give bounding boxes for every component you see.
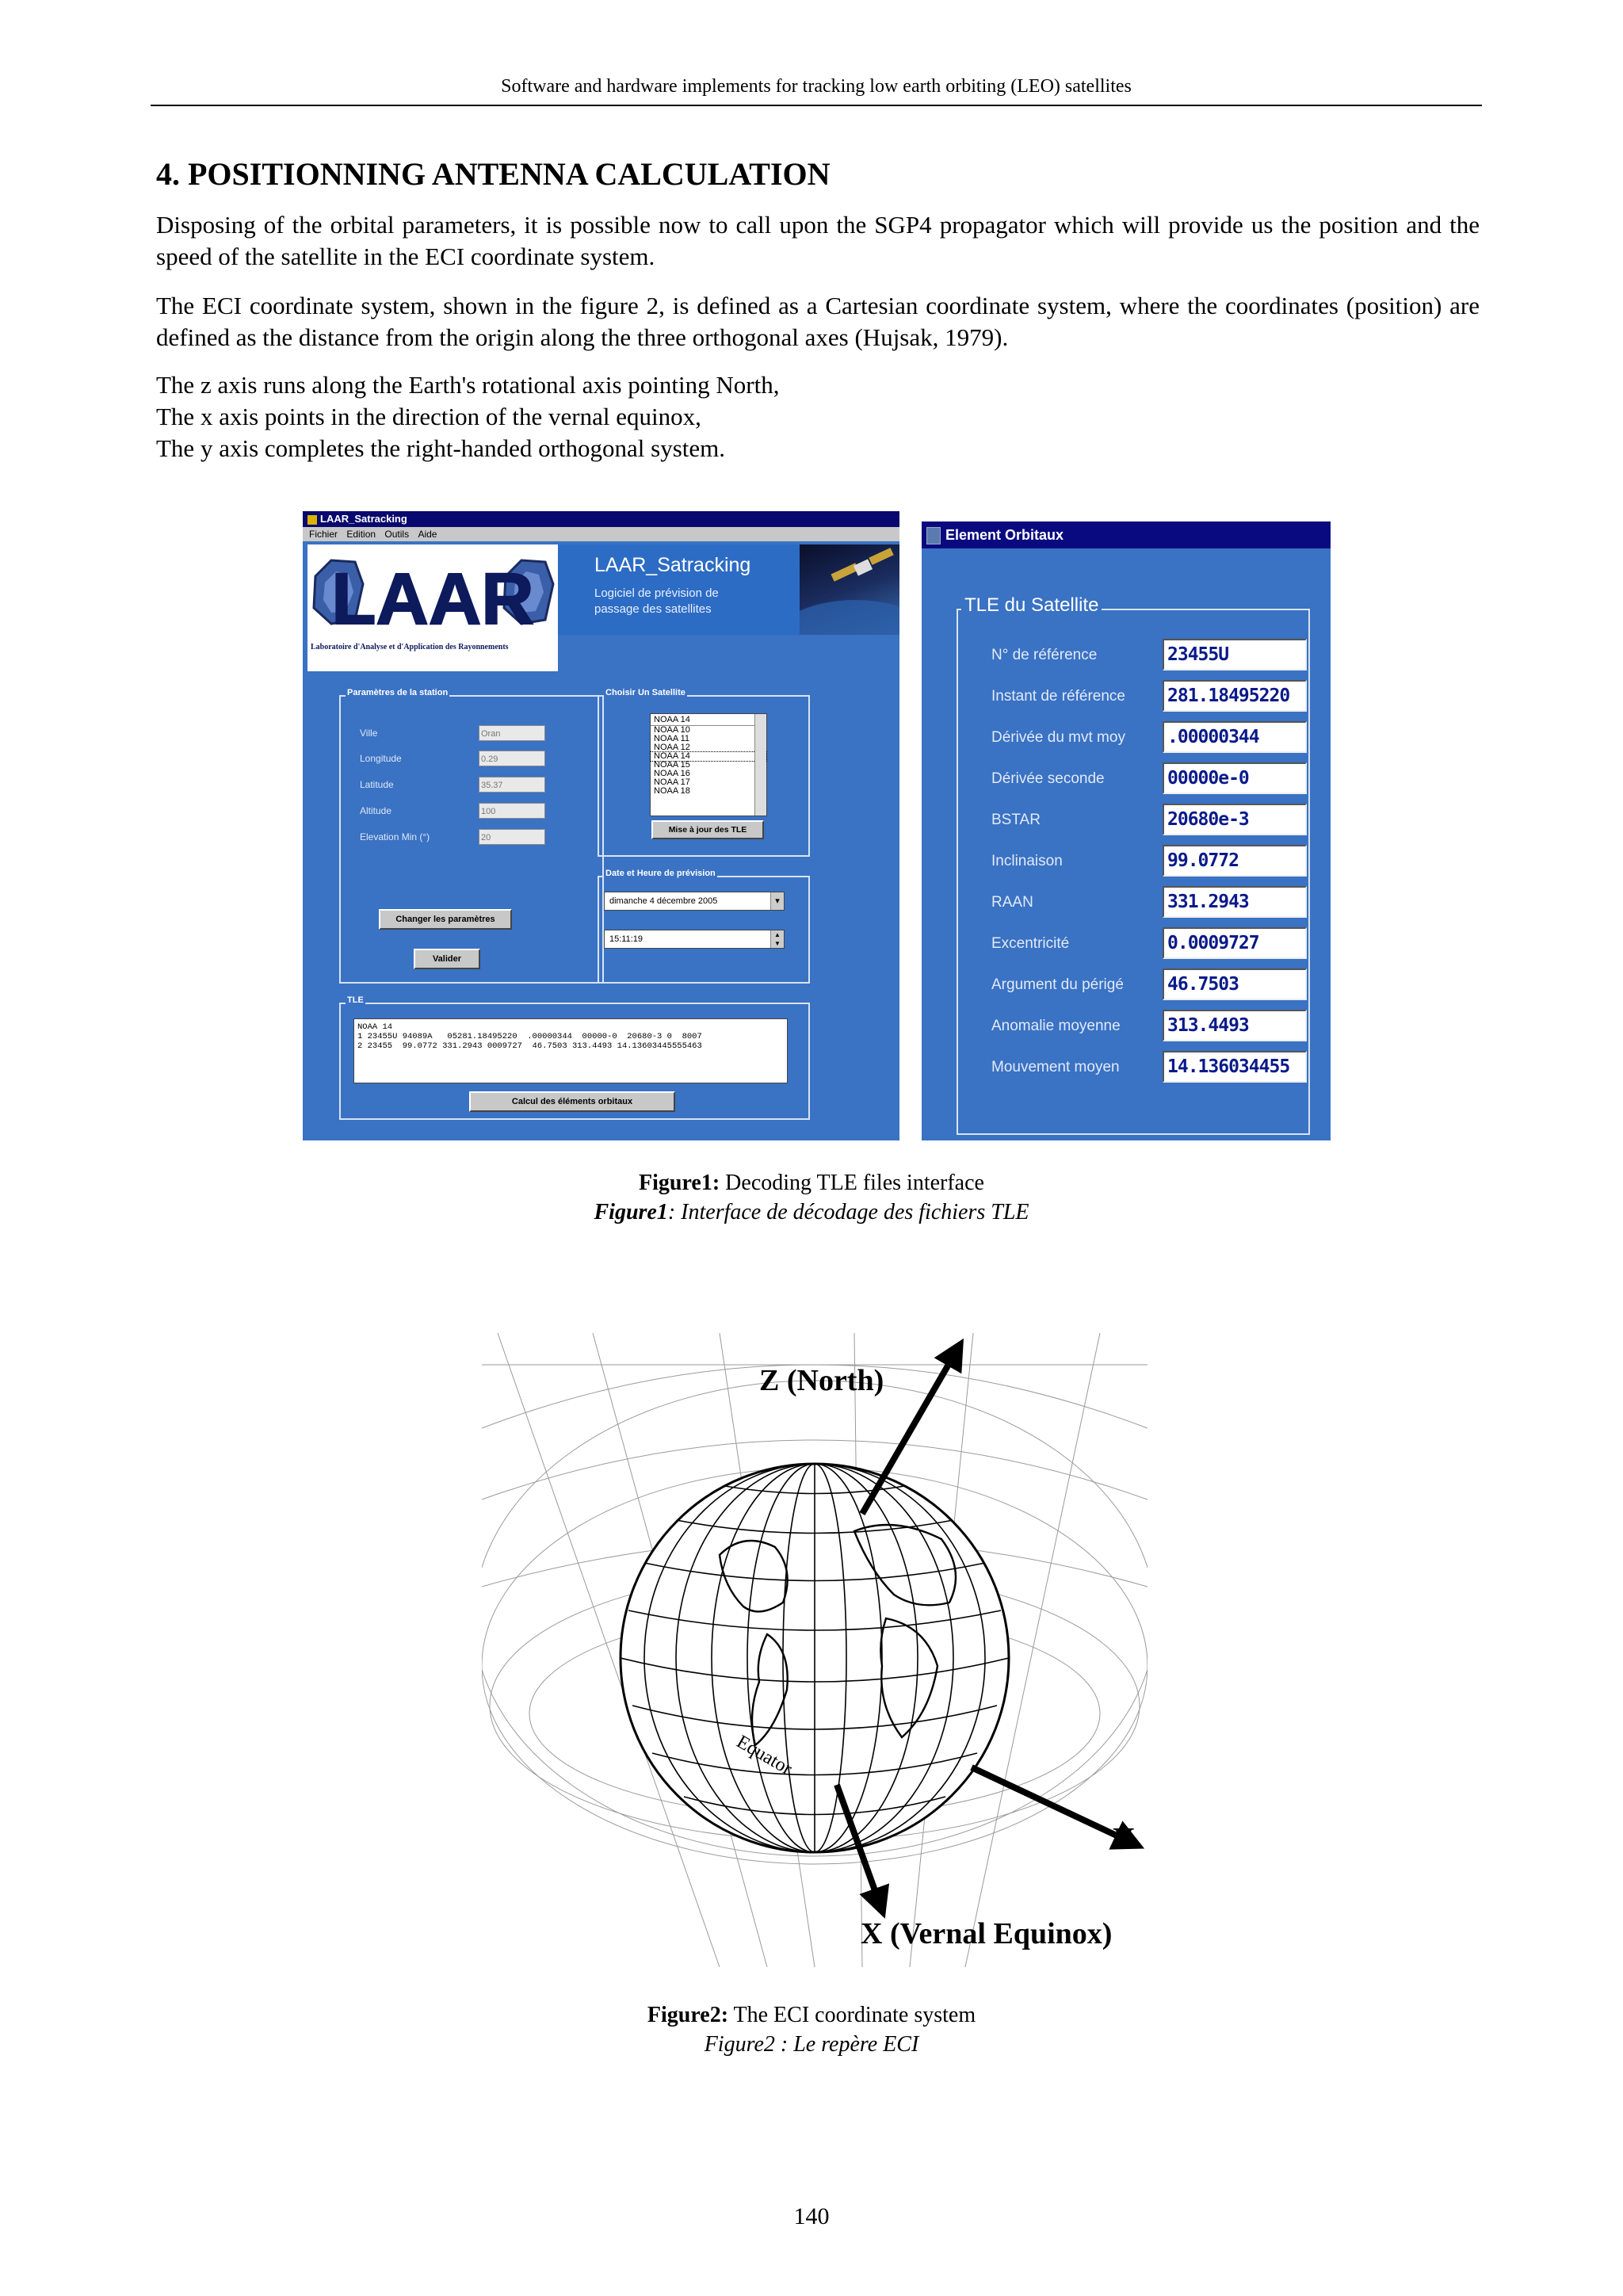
- paragraph-2: The ECI coordinate system, shown in the figure 2, is defined as a Cartesian coordinate system, where the coordinates (position) are defined as the distance from the origin along the three orthogonal axes (Hujsak, 1979).: [156, 292, 1480, 351]
- element-row: [922, 968, 1331, 1000]
- element-value-field[interactable]: 331.2943: [1163, 886, 1307, 918]
- window-icon: [926, 527, 941, 544]
- caption-text: Decoding TLE files interface: [720, 1171, 984, 1195]
- menu-fichier[interactable]: Fichier: [309, 529, 338, 540]
- tle-textarea[interactable]: [353, 1018, 788, 1083]
- change-params-button[interactable]: Changer les paramètres: [379, 909, 512, 930]
- spinner-icon[interactable]: ▲ ▼: [770, 930, 784, 948]
- element-row: [922, 886, 1331, 918]
- update-tle-button[interactable]: Mise à jour des TLE: [651, 820, 764, 839]
- element-row: [922, 927, 1331, 959]
- element-row: [922, 639, 1331, 670]
- figure1-caption: [0, 1168, 1623, 1227]
- banner-subtitle: [594, 586, 719, 617]
- menu-outils[interactable]: Outils: [384, 529, 410, 540]
- logo-text: LAAR: [331, 559, 534, 640]
- time-spinner[interactable]: [604, 930, 785, 949]
- app-icon: [307, 515, 317, 525]
- element-row: [922, 1010, 1331, 1041]
- list-item[interactable]: NOAA 17: [654, 777, 690, 787]
- element-value-field[interactable]: 0.0009727: [1163, 927, 1307, 959]
- date-dropdown[interactable]: [604, 892, 785, 911]
- window-title: Element Orbitaux: [945, 527, 1064, 543]
- field-label-elevation: Elevation Min (°): [360, 831, 430, 842]
- tle-group-label: TLE: [347, 995, 364, 1005]
- list-item[interactable]: NOAA 12: [654, 743, 690, 752]
- field-label-ville: Ville: [360, 728, 378, 739]
- list-selected-item[interactable]: NOAA 14: [651, 714, 766, 726]
- frame-title: TLE du Satellite: [961, 594, 1102, 617]
- element-value-field[interactable]: 281.18495220: [1163, 680, 1307, 712]
- compute-elements-button[interactable]: Calcul des éléments orbitaux: [469, 1091, 675, 1112]
- running-header: Software and hardware implements for tracking low earth orbiting (LEO) satellites: [501, 76, 1132, 97]
- listbox-scrollbar[interactable]: [754, 714, 766, 816]
- element-value-field[interactable]: .00000344: [1163, 721, 1307, 753]
- element-label: Inclinaison: [991, 853, 1063, 869]
- menu-aide[interactable]: Aide: [418, 529, 437, 540]
- paragraph-1: Disposing of the orbital parameters, it is possible now to call upon the SGP4 propagator which will provide us the position and the speed of the satellite in the ECI coordinate system.: [156, 211, 1480, 270]
- axis-line-y: The y axis completes the right-handed orthogonal system.: [156, 434, 725, 462]
- element-row: [922, 762, 1331, 794]
- element-value-field[interactable]: 23455U: [1163, 639, 1307, 670]
- validate-button[interactable]: Valider: [414, 949, 480, 969]
- tle-line-1: 1 23455U 94089A 05281.18495220 .00000344 00000-0 20680-3 0 8007: [357, 1032, 702, 1041]
- caption-text: The ECI coordinate system: [728, 2003, 976, 2027]
- forecast-group-label: Date et Heure de prévision: [605, 869, 716, 878]
- element-label: Dérivée seconde: [991, 770, 1105, 787]
- element-value-field[interactable]: 99.0772: [1163, 845, 1307, 877]
- section-title: 4. POSITIONNING ANTENNA CALCULATION: [156, 156, 831, 192]
- date-value: dimanche 4 décembre 2005: [609, 896, 718, 906]
- earth-globe: [621, 1464, 1009, 1852]
- tle-line-0: NOAA 14: [357, 1022, 393, 1032]
- window-titlebar[interactable]: [922, 521, 1331, 548]
- banner-subtitle-line-2: passage des satellites: [594, 602, 712, 616]
- element-label: Mouvement moyen: [991, 1059, 1120, 1075]
- field-label-longitude: Longitude: [360, 753, 402, 764]
- element-label: Excentricité: [991, 935, 1070, 952]
- time-value: 15:11:19: [609, 934, 643, 944]
- header-rule: [151, 105, 1482, 106]
- list-item-highlighted[interactable]: NOAA 14: [651, 752, 766, 761]
- field-label-latitude: Latitude: [360, 779, 394, 790]
- element-label: N° de référence: [991, 647, 1098, 663]
- element-label: BSTAR: [991, 812, 1041, 828]
- menu-bar: [303, 527, 899, 541]
- latitude-input[interactable]: 35.37: [479, 777, 545, 793]
- y-axis-arrow: [972, 1767, 1130, 1842]
- window-titlebar[interactable]: [303, 511, 899, 527]
- figure2-caption-en: [0, 2000, 1623, 2030]
- element-value-field[interactable]: 313.4493: [1163, 1010, 1307, 1041]
- eci-figure: [482, 1333, 1148, 1967]
- element-row: [922, 721, 1331, 753]
- figure1-caption-fr: [0, 1198, 1623, 1227]
- list-item[interactable]: NOAA 15: [654, 760, 690, 770]
- element-label: Anomalie moyenne: [991, 1018, 1121, 1034]
- logo-subtitle: Laboratoire d'Analyse et d'Application des Rayonnements: [311, 643, 509, 651]
- tle-line-2: 2 23455 99.0772 331.2943 0009727 46.7503 313.4493 14.13603445555463: [357, 1041, 702, 1051]
- orbital-elements-window: [922, 521, 1331, 1140]
- caption-label: Figure2:: [647, 2003, 729, 2027]
- list-item[interactable]: NOAA 11: [654, 734, 690, 743]
- element-label: Dérivée du mvt moy: [991, 729, 1125, 746]
- list-item[interactable]: NOAA 16: [654, 769, 690, 778]
- element-row: [922, 680, 1331, 712]
- list-item[interactable]: NOAA 10: [654, 725, 690, 735]
- y-axis-label: Y: [1113, 1822, 1135, 1855]
- element-label: Argument du périgé: [991, 976, 1124, 993]
- element-value-field[interactable]: 46.7503: [1163, 968, 1307, 1000]
- satellite-listbox[interactable]: [650, 713, 767, 816]
- banner-title: LAAR_Satracking: [594, 554, 751, 576]
- ville-input[interactable]: Oran: [479, 725, 545, 741]
- app-banner: [558, 544, 899, 635]
- longitude-input[interactable]: 0.29: [479, 751, 545, 766]
- axis-description: [156, 369, 1480, 464]
- menu-edition[interactable]: Edition: [346, 529, 376, 540]
- elevation-input[interactable]: 20: [479, 829, 545, 845]
- figure2-caption: [0, 2000, 1623, 2059]
- window-title: LAAR_Satracking: [320, 513, 407, 525]
- element-label: RAAN: [991, 894, 1033, 911]
- field-label-altitude: Altitude: [360, 805, 392, 816]
- chevron-down-icon[interactable]: ▾: [770, 892, 784, 910]
- element-value-field[interactable]: 00000e-0: [1163, 762, 1307, 794]
- z-axis-label: Z (North): [759, 1364, 884, 1397]
- satellite-group-label: Choisir Un Satellite: [605, 688, 685, 697]
- satracking-window: [303, 511, 899, 1140]
- x-axis-label: X (Vernal Equinox): [861, 1917, 1113, 1950]
- element-row: [922, 1051, 1331, 1083]
- caption-label: Figure1:: [639, 1171, 720, 1195]
- element-row: [922, 845, 1331, 877]
- banner-subtitle-line-1: Logiciel de prévision de: [594, 586, 719, 600]
- element-row: [922, 804, 1331, 835]
- satellite-image: [800, 544, 899, 635]
- figure1-caption-en: [0, 1168, 1623, 1198]
- element-value-field[interactable]: 14.136034455: [1163, 1051, 1307, 1083]
- list-item[interactable]: NOAA 18: [654, 786, 690, 796]
- station-params-label: Paramètres de la station: [347, 688, 449, 697]
- caption-label: Figure1: [594, 1200, 668, 1224]
- laar-logo: [307, 544, 558, 671]
- element-value-field[interactable]: 20680e-3: [1163, 804, 1307, 835]
- axis-line-z: The z axis runs along the Earth's rotational axis pointing North,: [156, 371, 780, 399]
- equator-label: Equator: [733, 1731, 796, 1780]
- caption-text: : Interface de décodage des fichiers TLE: [667, 1200, 1029, 1224]
- element-label: Instant de référence: [991, 688, 1125, 705]
- figure2-caption-fr: Figure2 : Le repère ECI: [704, 2032, 919, 2057]
- page-number: 140: [793, 2203, 830, 2229]
- altitude-input[interactable]: 100: [479, 803, 545, 819]
- axis-line-x: The x axis points in the direction of the vernal equinox,: [156, 403, 701, 430]
